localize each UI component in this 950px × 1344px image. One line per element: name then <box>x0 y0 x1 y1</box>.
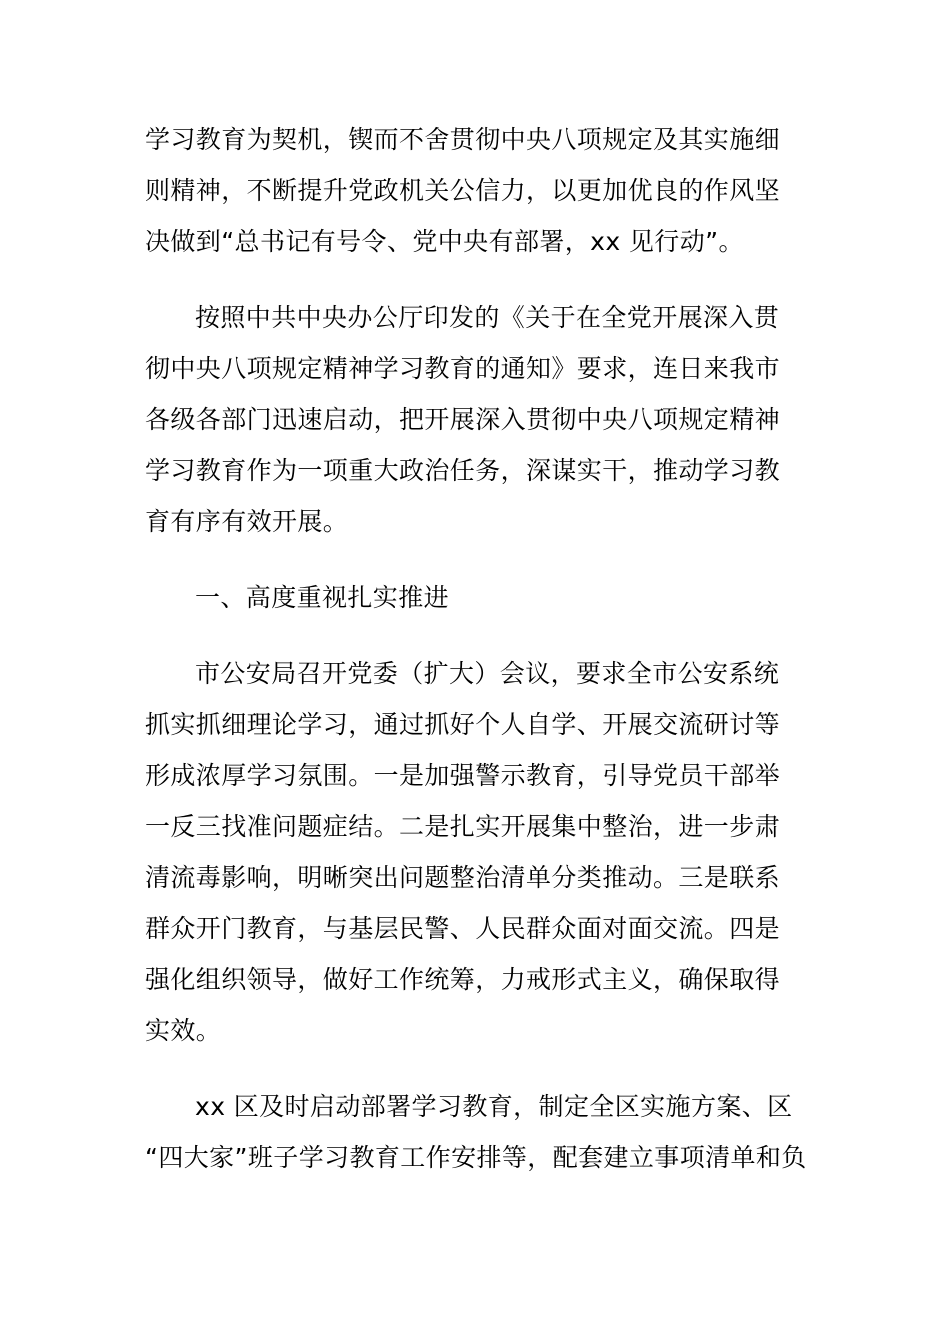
text-line: 强化组织领导，做好工作统筹，力戒形式主义，确保取得 <box>145 965 781 994</box>
paragraph-gap <box>145 547 810 572</box>
text-line: “四大家”班子学习教育工作安排等，配套建立事项清单和负 <box>145 1143 807 1172</box>
section-heading <box>145 572 810 623</box>
section-heading-text: 一、高度重视扎实推进 <box>195 583 450 612</box>
paragraph-police <box>145 648 810 1056</box>
paragraph-gap <box>145 623 810 648</box>
paragraph-gap <box>145 267 810 292</box>
text-line: 市公安局召开党委（扩大）会议，要求全市公安系统 <box>195 659 780 688</box>
text-line: 一反三找准问题症结。二是扎实开展集中整治，进一步肃 <box>145 812 781 841</box>
text-line: 则精神，不断提升党政机关公信力，以更加优良的作风坚 <box>145 176 781 205</box>
text-line: 清流毒影响，明晰突出问题整治清单分类推动。三是联系 <box>145 863 781 892</box>
text-line: 按照中共中央办公厅印发的《关于在全党开展深入贯 <box>195 303 780 332</box>
text-line: 群众开门教育，与基层民警、人民群众面对面交流。四是 <box>145 914 781 943</box>
text-line: 彻中央八项规定精神学习教育的通知》要求，连日来我市 <box>145 354 781 383</box>
text-line: 各级各部门迅速启动，把开展深入贯彻中央八项规定精神 <box>145 405 781 434</box>
text-line: 抓实抓细理论学习，通过抓好个人自学、开展交流研讨等 <box>145 710 781 739</box>
paragraph-district <box>145 1081 810 1183</box>
paragraph-notice <box>145 292 810 547</box>
paragraph-continuation <box>145 114 810 267</box>
text-line: 育有序有效开展。 <box>145 507 349 536</box>
text-line: 学习教育作为一项重大政治任务，深谋实干，推动学习教 <box>145 456 781 485</box>
paragraph-gap <box>145 1056 810 1081</box>
text-line: 实效。 <box>145 1016 222 1045</box>
text-line: 学习教育为契机，锲而不舍贯彻中央八项规定及其实施细 <box>145 125 781 154</box>
document-body <box>145 114 810 1183</box>
text-line: 形成浓厚学习氛围。一是加强警示教育，引导党员干部举 <box>145 761 781 790</box>
text-line: 决做到“总书记有号令、党中央有部署，xx 见行动”。 <box>145 227 744 256</box>
text-line: xx 区及时启动部署学习教育，制定全区实施方案、区 <box>195 1092 793 1121</box>
